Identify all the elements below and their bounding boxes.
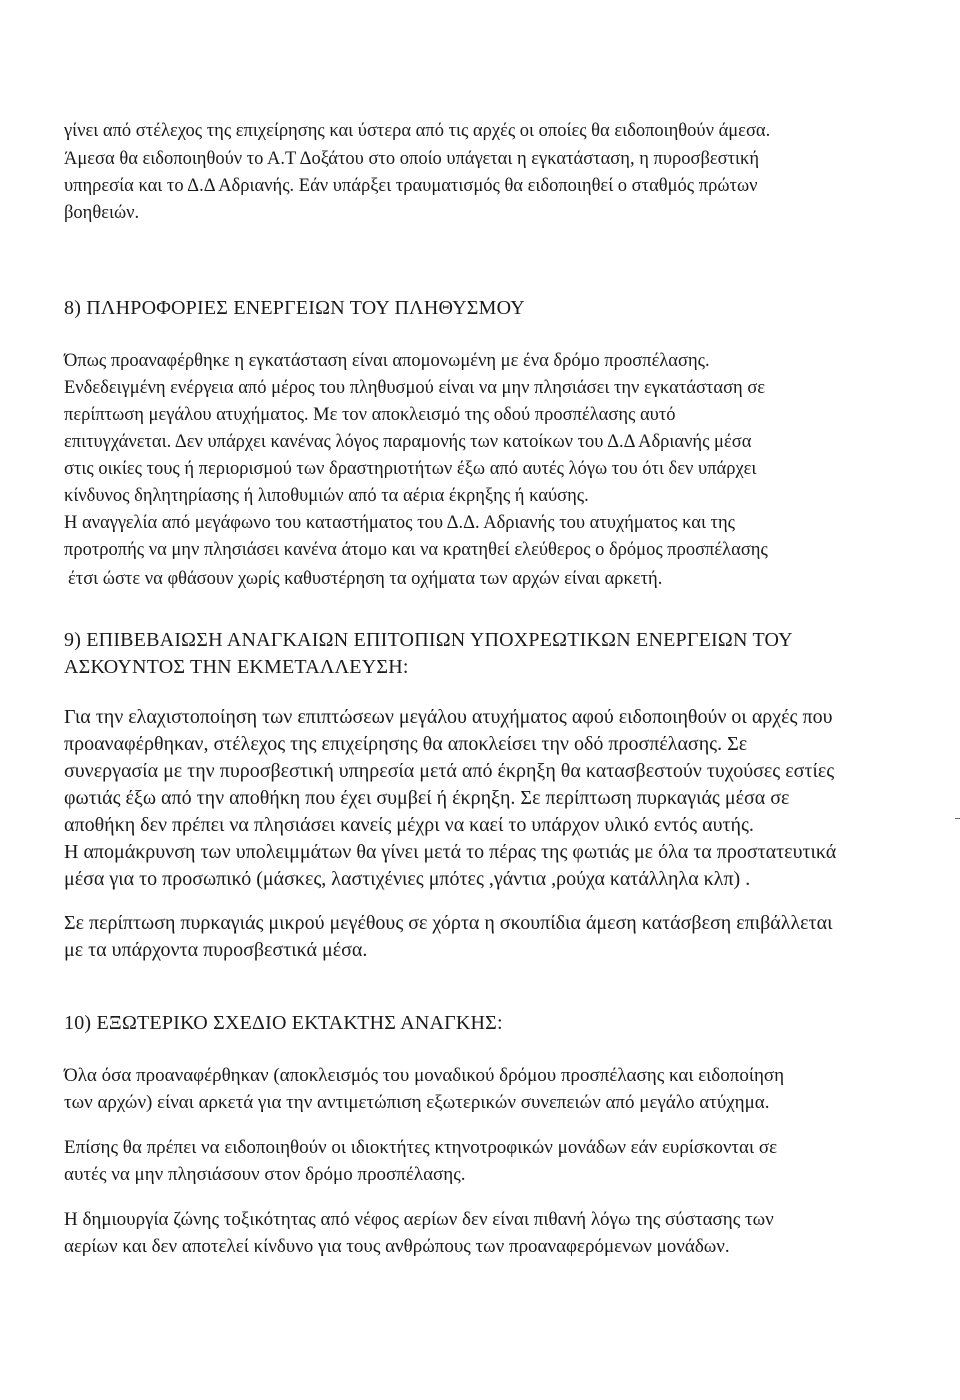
- text-line: Ενδεδειγμένη ενέργεια από μέρος του πληθυσμού είναι να μην πλησιάσει την εγκατάσταση σε: [64, 378, 766, 398]
- text-line: Η αναγγελία από μεγάφωνο του καταστήματος του Δ.Δ. Αδριανής του ατυχήματος και της: [64, 513, 735, 533]
- scan-margin-mark: [955, 818, 960, 819]
- text-line: συνεργασία με την πυροσβεστική υπηρεσία μετά από έκρηξη θα κατασβεστούν τυχούσες εστίες: [64, 760, 835, 782]
- text-line: Όλα όσα προαναφέρθηκαν (αποκλεισμός του μοναδικού δρόμου προσπέλασης και ειδοποίηση: [64, 1065, 785, 1086]
- text-line: βοηθειών.: [64, 203, 140, 223]
- text-line: Η δημιουργία ζώνης τοξικότητας από νέφος αερίων δεν είναι πιθανή λόγω της σύστασης των: [64, 1209, 774, 1230]
- text-line: Για την ελαχιστοποίηση των επιπτώσεων μεγάλου ατυχήματος αφού ειδοποιηθούν οι αρχές που: [64, 706, 833, 728]
- text-line: των αρχών) είναι αρκετά για την αντιμετώπιση εξωτερικών συνεπειών από μεγάλο ατύχημα.: [64, 1092, 770, 1113]
- text-line: επιτυγχάνεται. Δεν υπάρχει κανένας λόγος παραμονής των κατοίκων του Δ.Δ Αδριανής μέσα: [64, 432, 752, 452]
- text-line: έτσι ώστε να φθάσουν χωρίς καθυστέρηση τα οχήματα των αρχών είναι αρκετή.: [68, 569, 663, 589]
- text-line: με τα υπάρχοντα πυροσβεστικά μέσα.: [64, 939, 368, 961]
- text-line: φωτιάς έξω από την αποθήκη που έχει συμβεί ή έκρηξη. Σε περίπτωση πυρκαγιάς μέσα σε: [64, 787, 790, 809]
- section-heading: 10) ΕΞΩΤΕΡΙΚΟ ΣΧΕΔΙΟ ΕΚΤΑΚΤΗΣ ΑΝΑΓΚΗΣ:: [64, 1012, 503, 1034]
- section-heading: 9) ΕΠΙΒΕΒΑΙΩΣΗ ΑΝΑΓΚΑΙΩΝ ΕΠΙΤΟΠΙΩΝ ΥΠΟΧΡΕΩΤΙΚΩΝ ΕΝΕΡΓΕΙΩΝ ΤΟΥ: [64, 629, 793, 651]
- text-line: στις οικίες τους ή περιορισμού των δραστηριοτήτων έξω από αυτές λόγω του ότι δεν υπάρχει: [64, 459, 757, 479]
- text-line: μέσα για το προσωπικό (μάσκες, λαστιχένιες μπότες ,γάντια ,ρούχα κατάλληλα κλπ) .: [64, 868, 751, 890]
- text-line: Όπως προαναφέρθηκε η εγκατάσταση είναι απομονωμένη με ένα δρόμο προσπέλασης.: [64, 351, 710, 371]
- text-line: Άμεσα θα ειδοποιηθούν το Α.Τ Δοξάτου στο οποίο υπάγεται η εγκατάσταση, η πυροσβεστική: [64, 149, 760, 169]
- text-line: γίνει από στέλεχος της επιχείρησης και ύστερα από τις αρχές οι οποίες θα ειδοποιηθούν άμεσα.: [64, 121, 771, 141]
- text-line: υπηρεσία και το Δ.Δ Αδριανής. Εάν υπάρξει τραυματισμός θα ειδοποιηθεί ο σταθμός πρώτων: [64, 176, 758, 196]
- section-heading: 8) ΠΛΗΡΟΦΟΡΙΕΣ ΕΝΕΡΓΕΙΩΝ ΤΟΥ ΠΛΗΘΥΣΜΟΥ: [64, 297, 525, 319]
- text-line: προτροπής να μην πλησιάσει κανένα άτομο και να κρατηθεί ελεύθερος ο δρόμος προσπέλασης: [64, 540, 768, 560]
- text-line: Η απομάκρυνση των υπολειμμάτων θα γίνει μετά το πέρας της φωτιάς με όλα τα προστατευτικά: [64, 841, 837, 863]
- text-line: αερίων και δεν αποτελεί κίνδυνο για τους ανθρώπους των προαναφερόμενων μονάδων.: [64, 1236, 730, 1257]
- text-line: Επίσης θα πρέπει να ειδοποιηθούν οι ιδιοκτήτες κτηνοτροφικών μονάδων εάν ευρίσκονται σε: [64, 1137, 778, 1158]
- text-line: προαναφέρθηκαν, στέλεχος της επιχείρησης θα αποκλείσει την οδό προσπέλασης. Σε: [64, 733, 748, 755]
- text-line: αυτές να μην πλησιάσουν στον δρόμο προσπέλασης.: [64, 1164, 466, 1185]
- text-line: αποθήκη δεν πρέπει να πλησιάσει κανείς μέχρι να καεί το υπάρχον υλικό εντός αυτής.: [64, 814, 754, 836]
- section-heading: ΑΣΚΟΥΝΤΟΣ ΤΗΝ ΕΚΜΕΤΑΛΛΕΥΣΗ:: [64, 656, 409, 678]
- text-line: Σε περίπτωση πυρκαγιάς μικρού μεγέθους σε χόρτα η σκουπίδια άμεση κατάσβεση επιβάλλεται: [64, 912, 833, 934]
- text-line: περίπτωση μεγάλου ατυχήματος. Με τον αποκλεισμό της οδού προσπέλασης αυτό: [64, 405, 676, 425]
- text-line: κίνδυνος δηλητηρίασης ή λιποθυμιών από τα αέρια έκρηξης ή καύσης.: [64, 486, 589, 506]
